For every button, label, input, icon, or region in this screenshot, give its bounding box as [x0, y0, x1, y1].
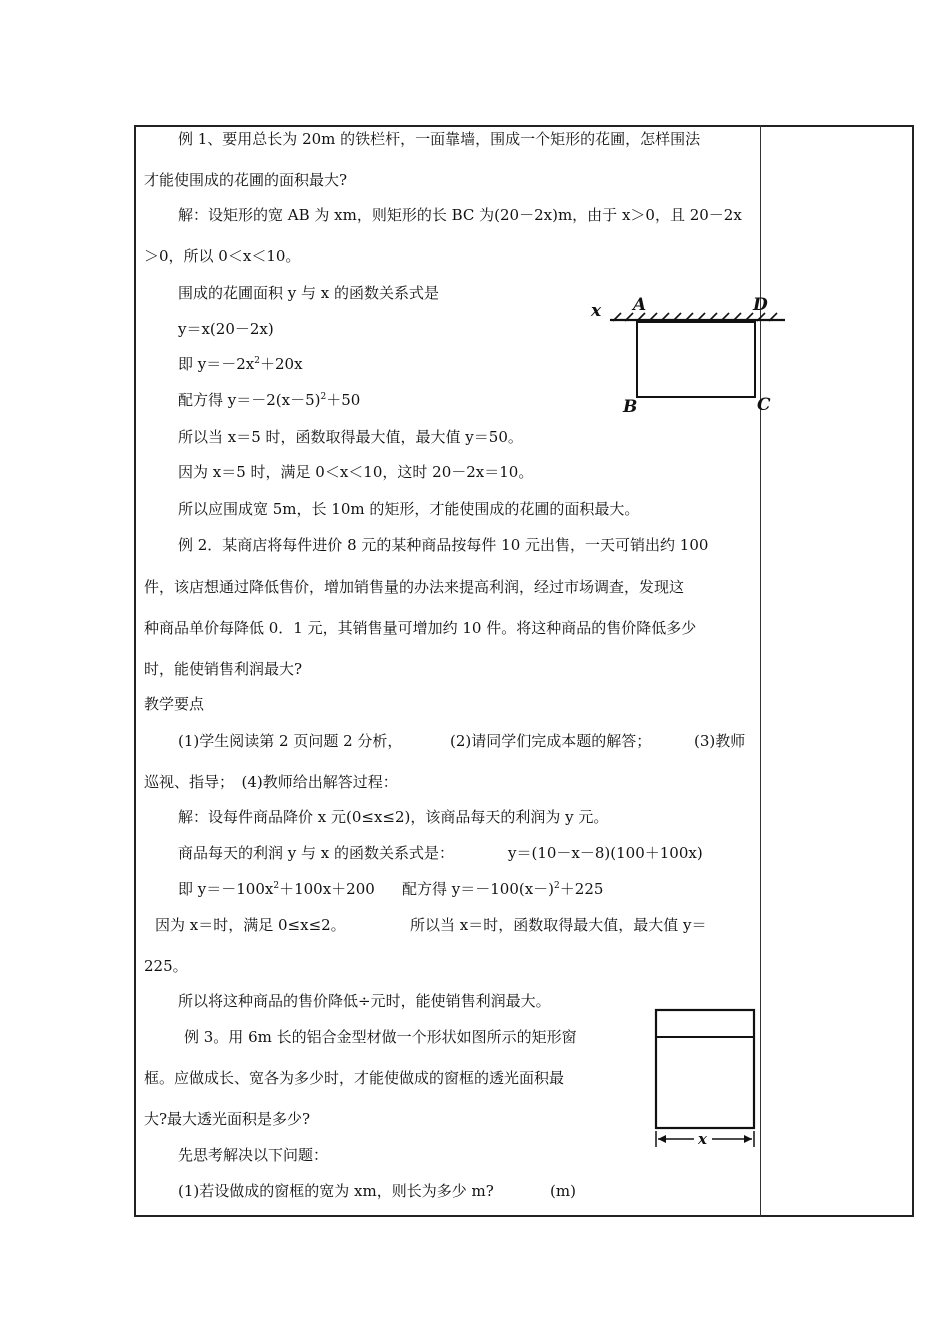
text-line: 种商品单价每降低 0．1 元，其销售量可增加约 10 件。将这种商品的售价降低多少: [144, 619, 697, 637]
text-line: 围成的花圃面积 y 与 x 的函数关系式是: [178, 284, 440, 302]
text-segment: ＋225: [559, 880, 604, 898]
text-line: 时，能使销售利润最大?: [144, 660, 303, 678]
text-line: 商品每天的利润 y 与 x 的函数关系式是：: [178, 844, 455, 862]
superscript: 2: [554, 881, 560, 891]
equation-line: [402, 879, 603, 899]
text-segment: 即 y＝－2x: [178, 355, 255, 373]
text-line: 所以将这种商品的售价降低÷元时，能使销售利润最大。: [178, 992, 551, 1010]
text-line: 所以当 x＝时，函数取得最大值，最大值 y＝: [410, 916, 707, 934]
window-frame-figure: [650, 1005, 760, 1155]
garden-rectangle-figure: [585, 290, 795, 420]
text-line: 例 1、要用总长为 20m 的铁栏杆，一面靠墙，围成一个矩形的花圃，怎样围法: [178, 130, 701, 148]
label-a: A: [633, 295, 647, 315]
superscript: 2: [320, 392, 327, 402]
equation-line: [178, 390, 360, 410]
text-line: 因为 x＝时，满足 0≤x≤2。: [155, 916, 346, 934]
equation-line: [178, 354, 303, 374]
text-segment: ＋50: [326, 391, 361, 409]
text-line: y＝(10－x－8)(100＋100x): [508, 844, 703, 862]
superscript: 2: [273, 881, 280, 891]
garden-rectangle: [637, 322, 755, 397]
text-line: 框。应做成长、宽各为多少时，才能使做成的窗框的透光面积最: [144, 1069, 565, 1087]
text-line: y＝x(20－2x): [178, 320, 274, 338]
superscript: 2: [254, 356, 260, 366]
text-segment: ＋100x＋200: [279, 880, 375, 898]
arrow-right-icon: [744, 1135, 752, 1143]
text-line: 巡视、指导； (4)教师给出解答过程：: [144, 773, 398, 791]
equation-line: [178, 879, 375, 899]
label-d: D: [753, 295, 768, 315]
text-line: (1)学生阅读第 2 页问题 2 分析，: [178, 732, 403, 750]
label-x: x: [591, 301, 602, 321]
text-segment: 即 y＝－100x: [178, 880, 274, 898]
text-line: 解：设矩形的宽 AB 为 xm，则矩形的长 BC 为(20－2x)m，由于 x＞0，且 20－2x: [178, 206, 742, 224]
text-line: ＞0，所以 0＜x＜10。: [144, 247, 301, 265]
window-outer-frame: [656, 1010, 754, 1128]
text-line: (2)请同学们完成本题的解答；: [450, 732, 652, 750]
text-segment: 配方得 y＝－2(x－5): [178, 391, 321, 409]
text-line: (m): [550, 1182, 576, 1200]
text-line: (1)若设做成的窗框的宽为 xm，则长为多少 m?: [178, 1182, 494, 1200]
text-line: 因为 x＝5 时，满足 0＜x＜10，这时 20－2x＝10。: [178, 463, 534, 481]
text-line: 例 3。用 6m 长的铝合金型材做一个形状如图所示的矩形窗: [184, 1028, 577, 1046]
text-line: (3)教师: [694, 732, 746, 750]
text-line: 所以应围成宽 5m，长 10m 的矩形，才能使围成的花圃的面积最大。: [178, 500, 640, 518]
arrow-left-icon: [658, 1135, 666, 1143]
text-line: 先思考解决以下问题：: [178, 1146, 329, 1164]
section-heading: 教学要点: [144, 695, 205, 713]
text-segment: 配方得 y＝－100(x－): [402, 880, 555, 898]
text-line: 解：设每件商品降价 x 元(0≤x≤2)，该商品每天的利润为 y 元。: [178, 808, 609, 826]
text-line: 所以当 x＝5 时，函数取得最大值，最大值 y＝50。: [178, 428, 523, 446]
text-line: 大?最大透光面积是多少?: [144, 1110, 311, 1128]
text-line: 件，该店想通过降低售价，增加销售量的办法来提高利润，经过市场调查，发现这: [144, 578, 685, 596]
label-x: x: [698, 1130, 707, 1148]
label-c: C: [757, 395, 771, 415]
table-column-divider: [760, 125, 761, 1217]
text-line: 例 2．某商店将每件进价 8 元的某种商品按每件 10 元出售，一天可销出约 100: [178, 536, 709, 554]
text-segment: ＋20x: [259, 355, 303, 373]
text-line: 才能使围成的花圃的面积最大?: [144, 171, 348, 189]
label-b: B: [623, 397, 638, 417]
text-line: 225。: [144, 957, 188, 975]
